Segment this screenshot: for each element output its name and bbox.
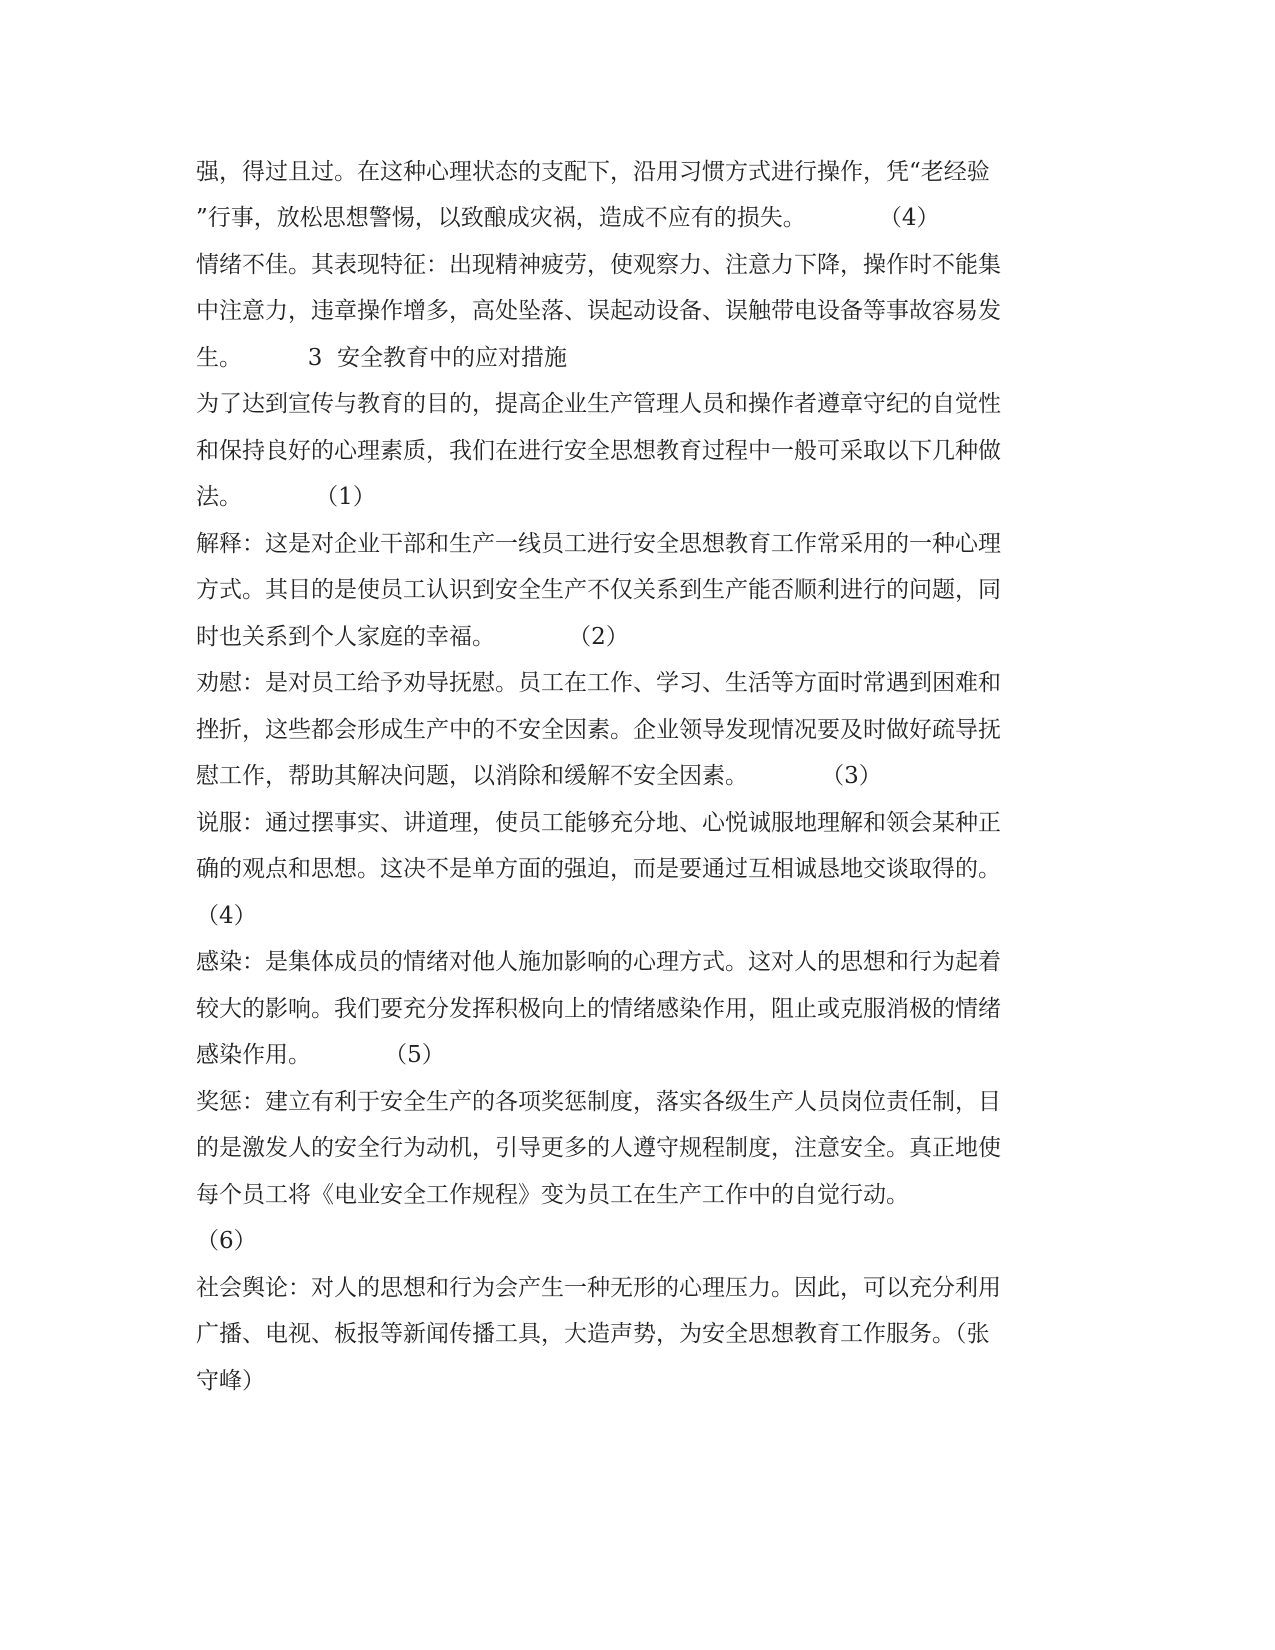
text-line: 的是激发人的安全行为动机，引导更多的人遵守规程制度，注意安全。真正地使 <box>196 1135 1001 1161</box>
text-line: 社会舆论：对人的思想和行为会产生一种无形的心理压力。因此，可以充分利用 <box>196 1275 1001 1301</box>
text-line: 劝慰：是对员工给予劝导抚慰。员工在工作、学习、生活等方面时常遇到困难和 <box>196 670 1001 696</box>
text-line: 挫折，这些都会形成生产中的不安全因素。企业领导发现情况要及时做好疏导抚 <box>196 717 1001 743</box>
text-line: （4） <box>196 903 257 929</box>
text-line: 时也关系到个人家庭的幸福。 （2） <box>196 624 629 650</box>
text-line: ”行事，放松思想警惕，以致酿成灾祸，造成不应有的损失。 （4） <box>196 205 940 231</box>
text-line: 较大的影响。我们要充分发挥积极向上的情绪感染作用，阻止或克服消极的情绪 <box>196 996 1001 1022</box>
text-line: （6） <box>196 1228 257 1254</box>
text-line: 每个员工将《电业安全工作规程》变为员工在生产工作中的自觉行动。 <box>196 1182 909 1208</box>
text-line: 感染作用。 （5） <box>196 1042 445 1068</box>
text-line: 为了达到宣传与教育的目的，提高企业生产管理人员和操作者遵章守纪的自觉性 <box>196 391 1001 417</box>
text-line: 法。 （1） <box>196 484 376 510</box>
text-line: 确的观点和思想。这决不是单方面的强迫，而是要通过互相诚恳地交谈取得的。 <box>196 856 1001 882</box>
text-line: 生。 3 安全教育中的应对措施 <box>196 345 568 371</box>
text-line: 奖惩：建立有利于安全生产的各项奖惩制度，落实各级生产人员岗位责任制，目 <box>196 1089 1001 1115</box>
text-line: 解释：这是对企业干部和生产一线员工进行安全思想教育工作常采用的一种心理 <box>196 531 1001 557</box>
text-line: 广播、电视、板报等新闻传播工具，大造声势，为安全思想教育工作服务。（张 <box>196 1321 990 1347</box>
text-line: 说服：通过摆事实、讲道理，使员工能够充分地、心悦诚服地理解和领会某种正 <box>196 810 1001 836</box>
text-line: 方式。其目的是使员工认识到安全生产不仅关系到生产能否顺利进行的问题，同 <box>196 577 1001 603</box>
text-line: 中注意力，违章操作增多，高处坠落、误起动设备、误触带电设备等事故容易发 <box>196 298 1001 324</box>
text-line: 慰工作，帮助其解决问题，以消除和缓解不安全因素。 （3） <box>196 763 882 789</box>
text-line: 情绪不佳。其表现特征：出现精神疲劳，使观察力、注意力下降，操作时不能集 <box>196 252 1001 278</box>
text-line: 强，得过且过。在这种心理状态的支配下，沿用习惯方式进行操作，凭“老经验 <box>196 159 990 185</box>
text-line: 和保持良好的心理素质，我们在进行安全思想教育过程中一般可采取以下几种做 <box>196 438 1001 464</box>
text-line: 感染：是集体成员的情绪对他人施加影响的心理方式。这对人的思想和行为起着 <box>196 949 1001 975</box>
text-line: 守峰） <box>196 1368 265 1394</box>
